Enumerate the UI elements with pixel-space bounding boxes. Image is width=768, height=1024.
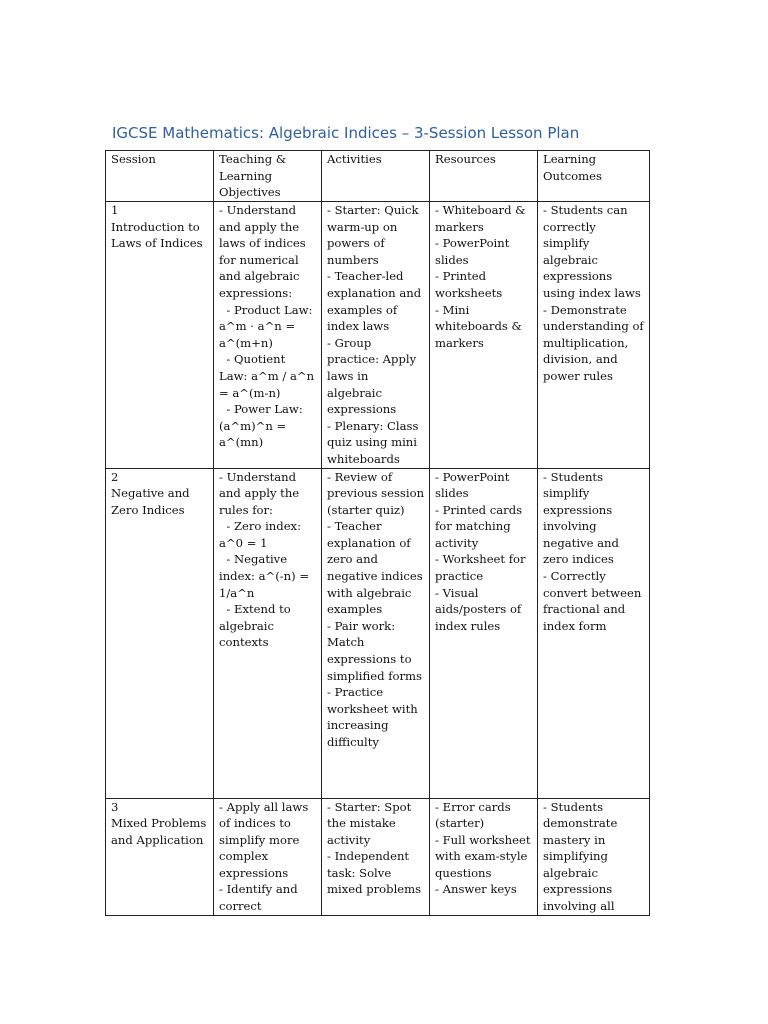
session-cell: 1 Introduction to Laws of Indices bbox=[106, 202, 214, 469]
lesson-plan-table bbox=[105, 150, 650, 916]
objectives-cell: - Understand and apply the laws of indices for numerical and algebraic expressions: - Product Law: a^m · a^n = a^(m+n) - Quotient Law: a^m / a^n = a^(m-n) - Power Law: (a^m)^n = a^(mn) bbox=[214, 202, 322, 469]
resources-cell: - PowerPoint slides - Printed cards for matching activity - Worksheet for practice - Visual aids/posters of index rules bbox=[430, 468, 538, 798]
header-session: Session bbox=[106, 151, 214, 202]
objectives-cell: - Understand and apply the rules for: - Zero index: a^0 = 1 - Negative index: a^(-n) = 1/a^n - Extend to algebraic contexts bbox=[214, 468, 322, 798]
header-outcomes: Learning Outcomes bbox=[538, 151, 650, 202]
session-cell: 3 Mixed Problems and Application bbox=[106, 798, 214, 915]
table-row bbox=[106, 798, 650, 915]
activities-cell: - Starter: Quick warm-up on powers of numbers - Teacher-led explanation and examples of index laws - Group practice: Apply laws in algebraic expressions - Plenary: Class quiz using mini whiteboards bbox=[322, 202, 430, 469]
outcomes-cell: - Students demonstrate mastery in simplifying algebraic expressions involving all bbox=[538, 798, 650, 915]
outcomes-cell: - Students can correctly simplify algebraic expressions using index laws - Demonstrate understanding of multiplication, division, and power rules bbox=[538, 202, 650, 469]
header-objectives: Teaching & Learning Objectives bbox=[214, 151, 322, 202]
header-activities: Activities bbox=[322, 151, 430, 202]
objectives-cell: - Apply all laws of indices to simplify more complex expressions - Identify and correct bbox=[214, 798, 322, 915]
table-row bbox=[106, 468, 650, 798]
table-header-row bbox=[106, 151, 650, 202]
table-row bbox=[106, 202, 650, 469]
document-title: IGCSE Mathematics: Algebraic Indices – 3-Session Lesson Plan bbox=[112, 124, 580, 142]
resources-cell: - Whiteboard & markers - PowerPoint slides - Printed worksheets - Mini whiteboards & markers bbox=[430, 202, 538, 469]
resources-cell: - Error cards (starter) - Full worksheet with exam-style questions - Answer keys bbox=[430, 798, 538, 915]
header-resources: Resources bbox=[430, 151, 538, 202]
activities-cell: - Review of previous session (starter quiz) - Teacher explanation of zero and negative indices with algebraic examples - Pair work: Match expressions to simplified forms - Practice worksheet with increasing difficulty bbox=[322, 468, 430, 798]
activities-cell: - Starter: Spot the mistake activity - Independent task: Solve mixed problems bbox=[322, 798, 430, 915]
session-cell: 2 Negative and Zero Indices bbox=[106, 468, 214, 798]
outcomes-cell: - Students simplify expressions involving negative and zero indices - Correctly convert between fractional and index form bbox=[538, 468, 650, 798]
